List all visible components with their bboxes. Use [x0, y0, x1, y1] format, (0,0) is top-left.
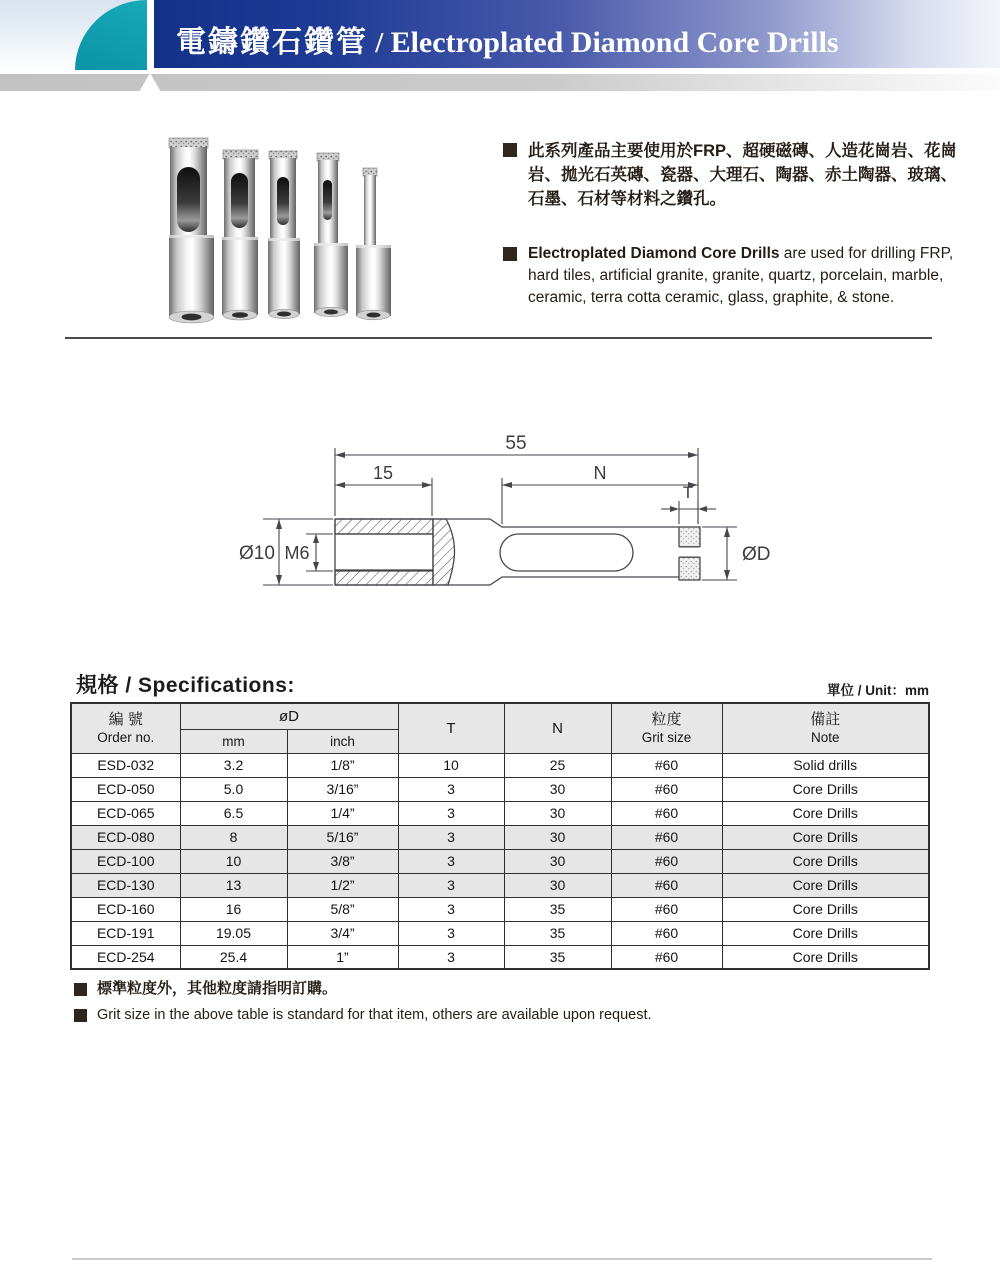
cell-n: 30: [504, 801, 611, 825]
page-bottom-rule: [72, 1258, 932, 1260]
cell-mm: 10: [180, 849, 287, 873]
cell-grit: #60: [611, 945, 722, 969]
cell-n: 25: [504, 753, 611, 777]
cell-inch: 1/4”: [287, 801, 398, 825]
col-header-grit: [611, 703, 722, 753]
intro-en-lead: Electroplated Diamond Core Drills: [528, 245, 780, 262]
cell-order-no: ECD-160: [71, 897, 180, 921]
cell-grit: #60: [611, 849, 722, 873]
footnote-en: [74, 1005, 652, 1025]
cell-t: 3: [398, 849, 504, 873]
col-header-note: [722, 703, 929, 753]
cell-inch: 1/8”: [287, 753, 398, 777]
cell-inch: 5/16”: [287, 825, 398, 849]
cell-n: 35: [504, 921, 611, 945]
cell-t: 10: [398, 753, 504, 777]
cell-n: 30: [504, 777, 611, 801]
drill-bit: [314, 153, 348, 317]
dim-drill-diameter-label: ØD: [742, 544, 771, 565]
cell-inch: 1”: [287, 945, 398, 969]
cell-note: Core Drills: [722, 825, 929, 849]
cell-note: Core Drills: [722, 777, 929, 801]
cell-n: 35: [504, 945, 611, 969]
footnotes: [74, 979, 652, 1031]
cell-note: Solid drills: [722, 753, 929, 777]
cell-note: Core Drills: [722, 849, 929, 873]
cell-order-no: ECD-080: [71, 825, 180, 849]
cell-order-no: ECD-050: [71, 777, 180, 801]
bullet-square-icon: [74, 983, 87, 996]
col-header-inch: inch: [287, 729, 398, 753]
col-header-n: N: [504, 703, 611, 753]
cell-t: 3: [398, 921, 504, 945]
cell-inch: 5/8”: [287, 897, 398, 921]
cell-mm: 16: [180, 897, 287, 921]
intro-zh-text: 此系列產品主要使用於FRP、超硬磁磚、人造花崗岩、花崗岩、拋光石英磚、瓷器、大理石、陶器、赤土陶器、玻璃、石墨、石材等材料之鑽孔。: [528, 142, 957, 208]
table-row: [71, 945, 929, 969]
cell-n: 30: [504, 849, 611, 873]
tech-diagram: [230, 425, 790, 620]
unit-label: 單位 / Unit：mm: [826, 683, 929, 698]
cell-note: Core Drills: [722, 897, 929, 921]
product-photo: [105, 125, 435, 335]
footnote-zh-text: 標準粒度外，其他粒度請指明訂購。: [97, 980, 338, 997]
section-divider-line: [65, 337, 932, 339]
table-row: [71, 873, 929, 897]
drill-bit: [268, 151, 300, 319]
page-title-en: Electroplated Diamond Core Drills: [390, 26, 839, 59]
cell-mm: 13: [180, 873, 287, 897]
cell-t: 3: [398, 801, 504, 825]
cell-mm: 19.05: [180, 921, 287, 945]
cell-mm: 5.0: [180, 777, 287, 801]
cell-t: 3: [398, 897, 504, 921]
cell-inch: 3/16”: [287, 777, 398, 801]
page-title-separator: /: [368, 27, 391, 59]
specs-table: [70, 702, 930, 970]
cell-note: Core Drills: [722, 921, 929, 945]
specs-section-title: 規格 / Specifications:: [76, 674, 295, 697]
col-header-grit-en: Grit size: [641, 730, 692, 746]
col-header-note-en: Note: [810, 730, 840, 746]
table-row: [71, 849, 929, 873]
cell-mm: 3.2: [180, 753, 287, 777]
drill-cross-section: [335, 519, 701, 585]
cell-order-no: ECD-130: [71, 873, 180, 897]
col-header-order-en: Order no.: [97, 730, 155, 746]
dim-thread-label: M6: [284, 543, 310, 563]
page-title: [154, 17, 839, 68]
cell-n: 30: [504, 873, 611, 897]
dim-t-label: T: [682, 483, 694, 502]
col-header-note-zh: 備註: [810, 711, 841, 729]
cell-n: 30: [504, 825, 611, 849]
specs-table-body: [71, 753, 929, 969]
intro-paragraph-zh: [503, 139, 960, 211]
page-title-zh: 電鑄鑽石鑽管: [176, 26, 368, 59]
intro-en-text: are used for drilling FRP, hard tiles, artificial granite, granite, quartz, porcelain, marble, ceramic, terra cotta ceramic, glass, graphite, & stone.: [528, 245, 954, 306]
table-row: [71, 897, 929, 921]
cell-note: Core Drills: [722, 873, 929, 897]
cell-grit: #60: [611, 873, 722, 897]
cell-inch: 1/2”: [287, 873, 398, 897]
table-row: [71, 825, 929, 849]
cell-note: Core Drills: [722, 801, 929, 825]
dim-n-label: N: [593, 463, 607, 483]
cell-t: 3: [398, 945, 504, 969]
col-header-order-zh: 編 號: [108, 711, 143, 729]
cell-inch: 3/8”: [287, 849, 398, 873]
cell-order-no: ECD-254: [71, 945, 180, 969]
cell-grit: #60: [611, 801, 722, 825]
col-header-mm: mm: [180, 729, 287, 753]
cell-grit: #60: [611, 825, 722, 849]
bullet-square-icon: [503, 247, 517, 261]
cell-order-no: ECD-191: [71, 921, 180, 945]
dimension-lines: [263, 448, 737, 585]
header-title-bar: [154, 0, 1000, 68]
drill-bit: [222, 150, 258, 320]
footnote-en-text: Grit size in the above table is standard for that item, others are available upon request.: [97, 1007, 652, 1023]
cell-order-no: ECD-100: [71, 849, 180, 873]
drill-bit: [356, 168, 391, 320]
col-header-grit-zh: 粒度: [651, 711, 682, 729]
table-row: [71, 921, 929, 945]
cell-mm: 25.4: [180, 945, 287, 969]
cell-t: 3: [398, 825, 504, 849]
col-header-od: øD: [180, 703, 398, 729]
cell-grit: #60: [611, 897, 722, 921]
cell-note: Core Drills: [722, 945, 929, 969]
cell-inch: 3/4”: [287, 921, 398, 945]
cell-grit: #60: [611, 753, 722, 777]
dim-shank-length-label: 15: [372, 463, 394, 483]
cell-order-no: ECD-065: [71, 801, 180, 825]
cell-order-no: ESD-032: [71, 753, 180, 777]
intro-paragraph-en: [503, 243, 964, 309]
bullet-square-icon: [74, 1009, 87, 1022]
bullet-square-icon: [503, 143, 517, 157]
footnote-zh: [74, 979, 652, 999]
cell-t: 3: [398, 777, 504, 801]
col-header-t: T: [398, 703, 504, 753]
col-header-order: [71, 703, 180, 753]
dim-overall-label: 55: [505, 433, 527, 454]
table-row: [71, 753, 929, 777]
cell-mm: 8: [180, 825, 287, 849]
cell-t: 3: [398, 873, 504, 897]
header-notch: [139, 73, 161, 92]
drill-bit: [169, 138, 214, 323]
cell-grit: #60: [611, 921, 722, 945]
table-row: [71, 777, 929, 801]
cell-mm: 6.5: [180, 801, 287, 825]
dim-shank-diameter-label: Ø10: [239, 543, 275, 564]
cell-grit: #60: [611, 777, 722, 801]
cell-n: 35: [504, 897, 611, 921]
table-row: [71, 801, 929, 825]
